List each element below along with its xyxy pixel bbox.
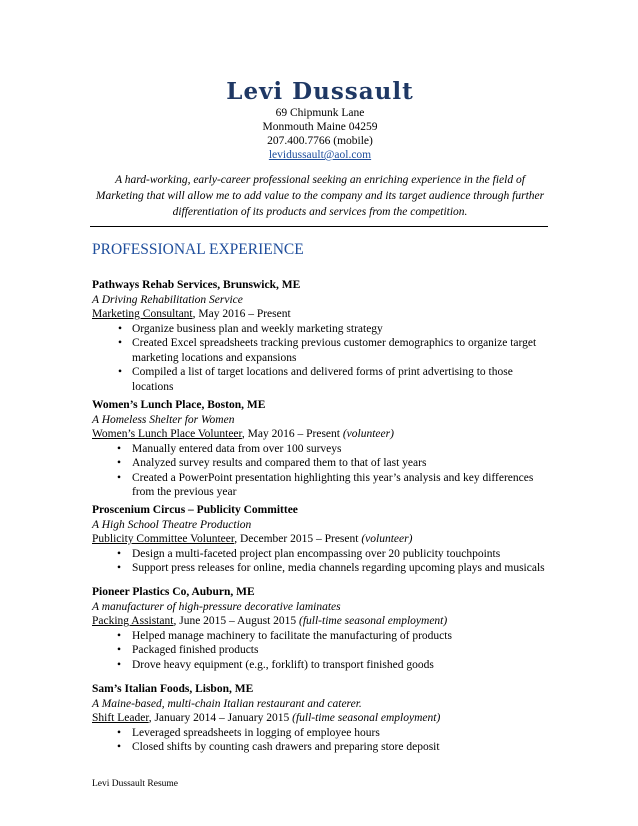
job-bullet: • Compiled a list of target locations and delivered forms of print advertising to those locations xyxy=(118,366,513,393)
job-bullet: • Packaged finished products xyxy=(117,644,259,656)
job-description: A Homeless Shelter for Women xyxy=(92,413,235,426)
bullet-icon: • xyxy=(117,629,122,642)
job-bullets xyxy=(92,629,552,673)
address-line-2: Monmouth Maine 04259 xyxy=(262,121,378,133)
job-bullets xyxy=(92,322,552,395)
bullet-icon: • xyxy=(117,562,122,574)
job-title: Publicity Committee Volunteer xyxy=(92,533,235,545)
job-title: Marketing Consultant xyxy=(92,308,193,320)
job-bullet: • Created Excel spreadsheets tracking previous customer demographics to organize target marketing locations and expansions xyxy=(118,337,537,364)
page-footer: Levi Dussault Resume xyxy=(92,779,179,789)
job-description: A High School Theatre Production xyxy=(92,518,252,531)
job-entry xyxy=(92,585,552,672)
job-dates: , January 2014 – January 2015 xyxy=(148,712,293,724)
job-note: (volunteer) xyxy=(361,533,413,545)
job-role xyxy=(92,711,552,726)
job-bullet: • Support press releases for online, media channels regarding upcoming plays and musicals xyxy=(117,562,545,574)
job-bullet: • Closed shifts by counting cash drawers and preparing store deposit xyxy=(117,741,440,753)
job-bullet: • Design a multi-faceted project plan encompassing over 20 publicity touchpoints xyxy=(117,547,501,560)
job-bullet: • Analyzed survey results and compared them to that of last years xyxy=(117,457,427,469)
job-bullets xyxy=(92,547,552,576)
bullet-icon: • xyxy=(117,457,122,469)
job-company: Sam’s Italian Foods, Lisbon, ME xyxy=(92,683,254,695)
job-entry xyxy=(92,682,552,755)
bullet-icon: • xyxy=(118,337,123,349)
email-link[interactable]: levidussault@aol.com xyxy=(268,149,372,161)
job-bullets xyxy=(92,726,552,755)
job-description: A Maine-based, multi-chain Italian restaurant and caterer. xyxy=(92,697,362,710)
job-title: Women’s Lunch Place Volunteer xyxy=(92,428,242,440)
job-bullet: • Helped manage machinery to facilitate the manufacturing of products xyxy=(117,629,452,642)
bullet-icon: • xyxy=(117,726,122,739)
job-bullet: • Created a PowerPoint presentation highlighting this year’s analysis and key differences from the previous year xyxy=(117,471,534,498)
job-role xyxy=(92,614,552,629)
job-entry xyxy=(92,503,552,576)
job-title: Shift Leader xyxy=(92,712,149,724)
bullet-icon: • xyxy=(117,741,122,753)
bullet-icon: • xyxy=(117,471,122,484)
job-role xyxy=(92,307,552,322)
objective-statement: A hard-working, early-career professional seeking an enriching experience in the field of Marketing that will allow me to add value to the company and its target audience through further differentiation of its products and services from the competition. xyxy=(95,174,545,218)
bullet-icon: • xyxy=(118,366,123,378)
job-note: (full-time seasonal employment) xyxy=(292,712,441,724)
section-title-experience: PROFESSIONAL EXPERIENCE xyxy=(92,241,304,258)
job-dates: , May 2016 – Present xyxy=(192,308,291,320)
job-bullets xyxy=(92,442,552,500)
resume-name: Levi Dussault xyxy=(226,78,414,105)
job-description: A manufacturer of high-pressure decorative laminates xyxy=(92,600,341,613)
job-company: Pioneer Plastics Co, Auburn, ME xyxy=(92,586,255,598)
bullet-icon: • xyxy=(118,322,123,335)
job-role xyxy=(92,427,552,442)
bullet-icon: • xyxy=(117,547,122,560)
job-company: Women’s Lunch Place, Boston, ME xyxy=(92,399,266,411)
bullet-icon: • xyxy=(117,658,122,671)
job-dates: , May 2016 – Present xyxy=(241,428,343,440)
job-company: Proscenium Circus – Publicity Committee xyxy=(92,504,298,516)
job-entry xyxy=(92,278,552,394)
job-entry xyxy=(92,398,552,500)
job-bullet: • Manually entered data from over 100 surveys xyxy=(117,442,342,455)
job-note: (full-time seasonal employment) xyxy=(299,615,448,627)
job-role xyxy=(92,532,552,547)
job-bullet: • Organize business plan and weekly marketing strategy xyxy=(118,322,383,335)
job-description: A Driving Rehabilitation Service xyxy=(92,293,243,306)
address-line-1: 69 Chipmunk Lane xyxy=(275,107,365,119)
phone-number: 207.400.7766 (mobile) xyxy=(267,135,373,147)
job-dates: , June 2015 – August 2015 xyxy=(173,615,300,627)
bullet-icon: • xyxy=(117,442,122,455)
bullet-icon: • xyxy=(117,644,122,656)
job-bullet: • Leveraged spreadsheets in logging of employee hours xyxy=(117,726,380,739)
section-divider xyxy=(90,226,548,227)
job-title: Packing Assistant xyxy=(92,615,174,627)
job-note: (volunteer) xyxy=(342,428,394,440)
job-dates: , December 2015 – Present xyxy=(234,533,362,545)
job-company: Pathways Rehab Services, Brunswick, ME xyxy=(92,279,301,291)
job-bullet: • Drove heavy equipment (e.g., forklift) to transport finished goods xyxy=(117,658,434,671)
